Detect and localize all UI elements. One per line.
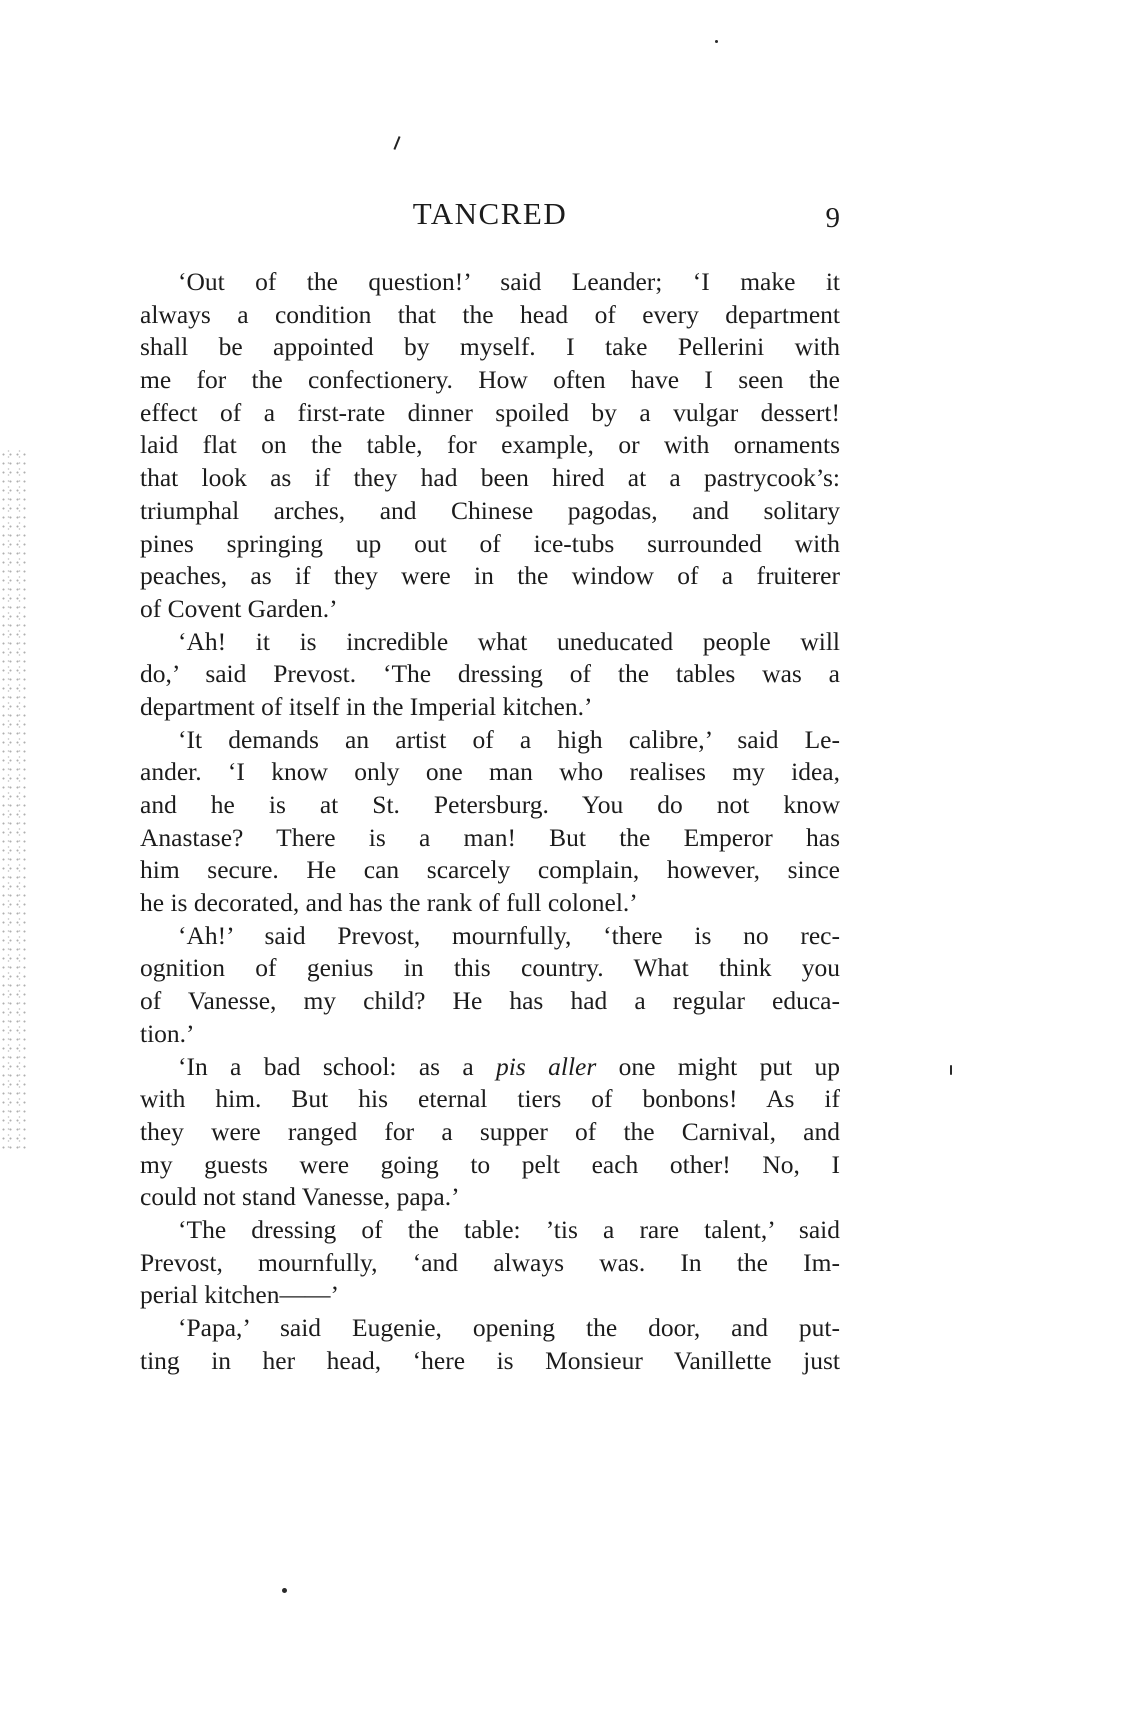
text-line: me for the confectionery. How often have I seen the [140,365,840,395]
text-line: with him. But his eternal tiers of bonbons! As if [140,1084,840,1114]
text-line: he is decorated, and has the rank of full colonel.’ [140,888,638,918]
text-line: triumphal arches, and Chinese pagodas, and solitary [140,495,840,525]
text-line: of Vanesse, my child? He has had a regular educa- [140,986,840,1016]
text-line: of Covent Garden.’ [140,593,338,623]
scan-edge-speckle [0,450,28,1150]
running-title: TANCRED [412,196,568,231]
text-line: could not stand Vanesse, papa.’ [140,1182,460,1212]
text-line: tion.’ [140,1018,195,1048]
text-line: ting in her head, ‘here is Monsieur Vanillette just [140,1345,840,1375]
text-line: peaches, as if they were in the window of a fruiterer [140,561,840,591]
text-line: Anastase? There is a man! But the Emperor has [140,822,840,852]
stray-ink-dot [715,40,718,43]
text-line: ‘It demands an artist of a high calibre,’ said Le- [178,724,840,754]
text-line: Prevost, mournfully, ‘and always was. In the Im- [140,1247,840,1277]
text-line: ‘The dressing of the table: ’tis a rare talent,’ said [178,1214,840,1244]
body-text [140,266,840,1377]
text-run: one might put up [596,1051,840,1081]
text-line: shall be appointed by myself. I take Pellerini with [140,332,840,362]
text-line: effect of a first-rate dinner spoiled by a vulgar dessert! [140,397,840,427]
text-line: laid flat on the table, for example, or with ornaments [140,430,840,460]
text-line: him secure. He can scarcely complain, however, since [140,855,840,885]
text-line: ‘Papa,’ said Eugenie, opening the door, and put- [178,1313,840,1342]
stray-ink-dot [282,1588,287,1593]
text-line: ‘Ah!’ said Prevost, mournfully, ‘there is no rec- [178,920,840,950]
text-run: ‘In a bad school: as a [178,1051,497,1081]
text-line: they were ranged for a supper of the Carnival, and [140,1116,840,1146]
text-line: my guests were going to pelt each other! No, I [140,1149,840,1179]
text-line: that look as if they had been hired at a pastrycook’s: [140,463,840,493]
stray-ink-dot [950,1065,952,1075]
text-line [140,1051,840,1084]
running-head [140,196,840,246]
text-line: do,’ said Prevost. ‘The dressing of the tables was a [140,659,840,689]
stray-ink-mark [393,136,400,150]
text-line: ander. ‘I know only one man who realises my idea, [140,757,840,787]
italic-phrase: pis aller [496,1051,597,1081]
text-line: pines springing up out of ice-tubs surrounded with [140,528,840,558]
text-line: always a condition that the head of every department [140,299,840,329]
page-number: 9 [825,202,840,234]
text-line: ‘Ah! it is incredible what uneducated people will [178,626,840,656]
text-line: and he is at St. Petersburg. You do not know [140,790,840,819]
text-line: perial kitchen——’ [140,1280,339,1310]
text-line: ‘Out of the question!’ said Leander; ‘I make it [178,267,840,296]
text-line: ognition of genius in this country. What think you [140,953,840,983]
text-line: department of itself in the Imperial kitchen.’ [140,691,593,721]
